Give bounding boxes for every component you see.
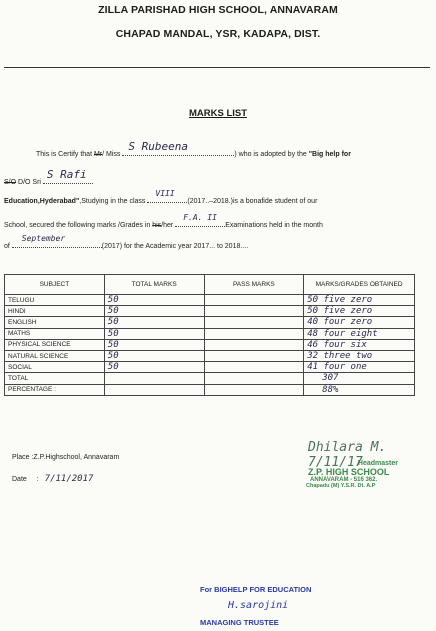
trust-line: For BIGHELP FOR EDUCATION <box>200 585 312 594</box>
header-total-marks: TOTAL MARKS <box>104 275 204 295</box>
acad-to: to 2018 <box>217 243 241 250</box>
total-label: TOTAL <box>5 373 105 384</box>
table-row <box>5 362 415 373</box>
father-name-field <box>43 168 93 184</box>
cell-total: 50 <box>104 362 204 373</box>
mr-struck: Mr <box>93 151 103 158</box>
cert-text: Examinations held in the month <box>225 222 323 229</box>
month-year: (2017 <box>101 243 120 250</box>
year-open: (2017 <box>187 198 206 205</box>
cert-text: .)is a bonafide student of our <box>228 198 318 205</box>
so-struck: S/O <box>4 179 17 186</box>
percentage-empty <box>104 384 204 395</box>
cert-text: School, secured the following marks /Grades in <box>4 222 151 229</box>
cell-subject: SOCIAL <box>5 362 105 373</box>
cell-pass <box>204 362 304 373</box>
date-line: Date : 7/11/2017 <box>12 474 94 484</box>
cell-total: 50 <box>104 328 204 339</box>
cert-text: ,Studying in the class <box>79 198 146 205</box>
marks-table <box>4 274 415 396</box>
big-help-text: "Big help for <box>308 151 351 158</box>
cell-obtained: 40 four zero <box>304 317 415 328</box>
of-text: of <box>4 243 10 250</box>
percentage-row <box>5 384 415 395</box>
cert-text: ) who is adopted by the <box>234 151 307 158</box>
month-value: September <box>21 234 66 243</box>
cert-text: This is Certify that <box>36 151 93 158</box>
father-name: S Rafi <box>46 168 87 181</box>
his-struck: his <box>152 222 162 229</box>
cell-subject: ENGLISH <box>5 317 105 328</box>
stamp-title: Headmaster <box>357 460 398 467</box>
cell-total: 50 <box>104 339 204 350</box>
total-empty <box>104 373 204 384</box>
cell-obtained: 48 four eight <box>304 328 415 339</box>
class-field <box>147 189 187 203</box>
cell-subject: PHYSICAL SCIENCE <box>5 339 105 350</box>
cert-line-4: of September (2017) for the Academic year 2017... to 2018.... <box>4 234 249 250</box>
cell-pass <box>204 317 304 328</box>
stamp-district: Chapadu (M) Y.S.R. Dt. A.P <box>306 483 376 489</box>
table-row <box>5 306 415 317</box>
student-name: S Rubeena <box>128 140 188 153</box>
table-header-row <box>5 275 415 295</box>
school-address: CHAPAD MANDAL, YSR, KADAPA, DIST. <box>115 28 321 40</box>
table-row <box>5 350 415 361</box>
table-row <box>5 339 415 350</box>
stamp-school: Z.P. HIGH SCHOOL <box>308 467 390 477</box>
cell-total: 50 <box>104 295 204 306</box>
table-row <box>5 317 415 328</box>
headmaster-stamp <box>300 440 430 489</box>
date-label: Date <box>12 476 27 483</box>
place-value: :Z.P.Highschool, Annavaram <box>31 454 120 461</box>
cell-subject: TELUGU <box>5 295 105 306</box>
cell-total: 50 <box>104 306 204 317</box>
cell-obtained: 50 five zero <box>304 295 415 306</box>
miss-text: / Miss <box>102 151 121 158</box>
cell-subject: NATURAL SCIENCE <box>5 350 105 361</box>
cell-obtained: 50 five zero <box>304 306 415 317</box>
cell-pass <box>204 328 304 339</box>
page-title: MARKS LIST <box>188 108 248 119</box>
total-value: 307 <box>304 373 415 384</box>
trust-title: MANAGING TRUSTEE <box>200 618 279 627</box>
year-close: 2018 <box>213 198 229 205</box>
place-line <box>12 454 119 461</box>
header-subject: SUBJECT <box>5 275 105 295</box>
cell-total: 50 <box>104 317 204 328</box>
header-divider <box>4 67 430 68</box>
cert-line-3 <box>4 213 323 229</box>
month-field <box>12 234 102 248</box>
total-row <box>5 373 415 384</box>
cell-pass <box>204 350 304 361</box>
cert-line-1 <box>36 140 351 158</box>
cell-subject: MATHS <box>5 328 105 339</box>
exam-field <box>175 213 225 227</box>
header-obtained: MARKS/GRADES OBTAINED <box>304 275 415 295</box>
cell-pass <box>204 306 304 317</box>
table-row <box>5 295 415 306</box>
education-text: Education,Hyderabad" <box>4 198 80 205</box>
acad-from: 2017 <box>193 243 210 250</box>
student-name-field <box>122 140 234 156</box>
percentage-label: PERCENTAGE : <box>5 384 105 395</box>
school-name: ZILLA PARISHAD HIGH SCHOOL, ANNAVARAM <box>98 4 338 16</box>
cert-line-2b: Education,Hyderabad",Studying in the class VIII (2017..–2018.)is a bonafide student of our <box>4 189 318 205</box>
cell-pass <box>204 339 304 350</box>
her-text: /her <box>161 222 174 229</box>
header-pass-marks: PASS MARKS <box>204 275 304 295</box>
percentage-empty <box>204 384 304 395</box>
place-label: Place <box>12 454 30 461</box>
cell-total: 50 <box>104 350 204 361</box>
exam-value: F.A. II <box>183 213 217 222</box>
cell-obtained: 46 four six <box>304 339 415 350</box>
trust-signature: H.sarojini <box>228 600 289 611</box>
total-empty <box>204 373 304 384</box>
percentage-value: 88% <box>304 384 415 395</box>
do-text: D/O Sri <box>18 179 41 186</box>
date-value: 7/11/2017 <box>44 474 94 484</box>
cert-text: ) for the Academic year <box>119 243 192 250</box>
cell-obtained: 32 three two <box>304 350 415 361</box>
headmaster-signature: Dhilara M. 7/11/17 <box>308 440 387 470</box>
cell-subject: HINDI <box>5 306 105 317</box>
cell-pass <box>204 295 304 306</box>
cert-line-2 <box>4 168 93 186</box>
cell-obtained: 41 four one <box>304 362 415 373</box>
table-row <box>5 328 415 339</box>
class-value: VIII <box>155 189 175 198</box>
stamp-place: ANNAVARAM - 516 362. <box>310 477 378 483</box>
